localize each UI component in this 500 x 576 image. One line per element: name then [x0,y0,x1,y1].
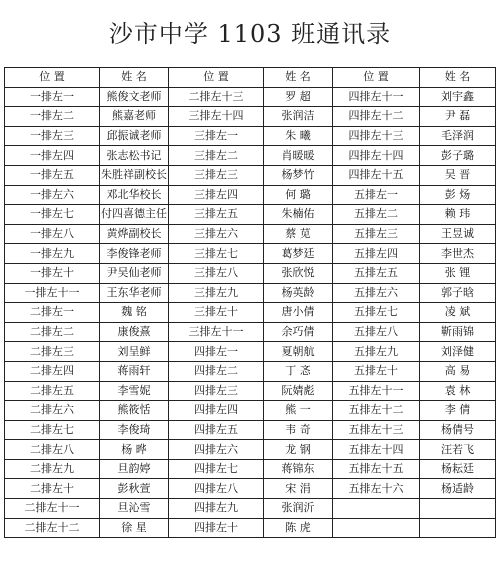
seat-position-cell: 四排左四 [169,401,264,421]
table-row [5,420,496,440]
student-name-cell: 蔡 苋 [264,224,333,244]
position-column-header: 位 置 [333,68,420,88]
position-column-header: 位 置 [5,68,100,88]
table-row [5,283,496,303]
student-name-cell: 陈 虎 [264,518,333,538]
student-name-cell: 汪若飞 [420,440,496,460]
student-name-cell: 李 倩 [420,401,496,421]
seat-position-cell: 一排左三 [5,126,100,146]
seat-position-cell: 四排左六 [169,440,264,460]
seat-position-cell: 三排左七 [169,244,264,264]
table-row [5,479,496,499]
seat-position-cell: 一排左六 [5,185,100,205]
table-row [5,322,496,342]
seat-position-cell: 五排左六 [333,283,420,303]
seat-position-cell: 四排左二 [169,361,264,381]
table-row [5,401,496,421]
student-name-cell: 李世杰 [420,244,496,264]
seat-position-cell: 四排左十 [169,518,264,538]
seat-position-cell: 四排左七 [169,459,264,479]
table-row [5,440,496,460]
table-row [5,165,496,185]
seat-position-cell: 四排左十二 [333,107,420,127]
seat-position-cell: 三排左十四 [169,107,264,127]
student-name-cell: 蒋锦东 [264,459,333,479]
table-row [5,205,496,225]
table-row [5,185,496,205]
student-name-cell: 刘泽健 [420,342,496,362]
student-name-cell: 熊 一 [264,401,333,421]
student-name-cell [420,499,496,519]
table-row [5,381,496,401]
seat-position-cell: 三排左十一 [169,322,264,342]
seat-position-cell: 四排左三 [169,381,264,401]
seat-position-cell: 一排左二 [5,107,100,127]
student-name-cell: 彭子璐 [420,146,496,166]
student-name-cell: 罗 超 [264,87,333,107]
student-name-cell: 靳雨锦 [420,322,496,342]
student-name-cell: 张志松书记 [100,146,169,166]
table-row [5,361,496,381]
table-row [5,263,496,283]
roster-table [4,67,496,538]
student-name-cell: 杨英龄 [264,283,333,303]
student-name-cell: 李雪妮 [100,381,169,401]
student-name-cell: 杨适龄 [420,479,496,499]
student-name-cell: 夏朝航 [264,342,333,362]
seat-position-cell: 二排左八 [5,440,100,460]
seat-position-cell: 五排左九 [333,342,420,362]
student-name-cell: 彭秋萱 [100,479,169,499]
seat-position-cell: 四排左一 [169,342,264,362]
student-name-cell: 付四喜德主任 [100,205,169,225]
seat-position-cell: 一排左九 [5,244,100,264]
seat-position-cell: 二排左九 [5,459,100,479]
name-column-header: 姓 名 [264,68,333,88]
seat-position-cell [333,518,420,538]
student-name-cell: 何 璐 [264,185,333,205]
seat-position-cell: 一排左十一 [5,283,100,303]
student-name-cell: 凌 斌 [420,303,496,323]
name-column-header: 姓 名 [420,68,496,88]
seat-position-cell: 二排左十二 [5,518,100,538]
seat-position-cell: 五排左八 [333,322,420,342]
seat-position-cell: 四排左九 [169,499,264,519]
student-name-cell: 张润洁 [264,107,333,127]
student-name-cell: 黄烨副校长 [100,224,169,244]
seat-position-cell: 三排左五 [169,205,264,225]
table-row [5,126,496,146]
position-column-header: 位 置 [169,68,264,88]
seat-position-cell: 五排左七 [333,303,420,323]
table-row [5,244,496,264]
seat-position-cell: 二排左四 [5,361,100,381]
student-name-cell: 刘宇鑫 [420,87,496,107]
seat-position-cell: 二排左十一 [5,499,100,519]
seat-position-cell: 五排左五 [333,263,420,283]
student-name-cell: 龙 钢 [264,440,333,460]
seat-position-cell: 四排左五 [169,420,264,440]
student-name-cell: 蒋雨轩 [100,361,169,381]
seat-position-cell: 一排左五 [5,165,100,185]
seat-position-cell: 一排左八 [5,224,100,244]
seat-position-cell: 四排左八 [169,479,264,499]
seat-position-cell: 二排左六 [5,401,100,421]
student-name-cell [420,518,496,538]
student-name-cell: 高 易 [420,361,496,381]
student-name-cell: 袁 林 [420,381,496,401]
seat-position-cell: 三排左二 [169,146,264,166]
header-row [5,68,496,88]
seat-position-cell: 三排左六 [169,224,264,244]
student-name-cell: 肖暖暖 [264,146,333,166]
student-name-cell: 杨 晔 [100,440,169,460]
table-row [5,459,496,479]
seat-position-cell: 四排左十三 [333,126,420,146]
student-name-cell: 魏 铭 [100,303,169,323]
seat-position-cell: 二排左二 [5,322,100,342]
seat-position-cell: 五排左一 [333,185,420,205]
student-name-cell: 尹吴仙老师 [100,263,169,283]
student-name-cell: 毛泽润 [420,126,496,146]
seat-position-cell: 二排左三 [5,342,100,362]
seat-position-cell: 三排左四 [169,185,264,205]
student-name-cell: 朱楠佑 [264,205,333,225]
student-name-cell: 张欣悦 [264,263,333,283]
student-name-cell: 康俊熹 [100,322,169,342]
seat-position-cell: 一排左一 [5,87,100,107]
student-name-cell: 余巧倩 [264,322,333,342]
table-row [5,342,496,362]
student-name-cell: 邓北华校长 [100,185,169,205]
seat-position-cell: 二排左十 [5,479,100,499]
table-row [5,87,496,107]
seat-position-cell: 二排左十三 [169,87,264,107]
student-name-cell: 李俊琦 [100,420,169,440]
student-name-cell: 徐 星 [100,518,169,538]
student-name-cell: 郭子晗 [420,283,496,303]
student-name-cell: 尹 磊 [420,107,496,127]
seat-position-cell: 三排左九 [169,283,264,303]
table-row [5,303,496,323]
student-name-cell: 刘呈鲜 [100,342,169,362]
student-name-cell: 丁 忞 [264,361,333,381]
seat-position-cell: 三排左三 [169,165,264,185]
table-row [5,499,496,519]
student-name-cell: 葛梦廷 [264,244,333,264]
student-name-cell: 阮婧彪 [264,381,333,401]
seat-position-cell: 五排左十 [333,361,420,381]
student-name-cell: 李俊锋老师 [100,244,169,264]
student-name-cell: 熊嘉老师 [100,107,169,127]
seat-position-cell: 二排左七 [5,420,100,440]
student-name-cell: 唐小倩 [264,303,333,323]
student-name-cell: 王东华老师 [100,283,169,303]
seat-position-cell: 五排左十三 [333,420,420,440]
seat-position-cell: 五排左十四 [333,440,420,460]
seat-position-cell: 四排左十一 [333,87,420,107]
student-name-cell: 旦沁雪 [100,499,169,519]
student-name-cell: 张润沂 [264,499,333,519]
student-name-cell: 熊俊文老师 [100,87,169,107]
student-name-cell: 朱 曦 [264,126,333,146]
seat-position-cell: 三排左十 [169,303,264,323]
student-name-cell: 张 锂 [420,263,496,283]
student-name-cell: 熊筱恬 [100,401,169,421]
student-name-cell: 宋 涓 [264,479,333,499]
seat-position-cell: 五排左十二 [333,401,420,421]
seat-position-cell: 一排左十 [5,263,100,283]
seat-position-cell: 一排左四 [5,146,100,166]
student-name-cell: 杨耘廷 [420,459,496,479]
seat-position-cell: 五排左十六 [333,479,420,499]
page-title: 沙市中学 1103 班通讯录 [108,20,392,48]
student-name-cell: 旦韵婷 [100,459,169,479]
table-row [5,224,496,244]
seat-position-cell: 五排左三 [333,224,420,244]
seat-position-cell: 二排左五 [5,381,100,401]
student-name-cell: 韦 奇 [264,420,333,440]
student-name-cell: 赖 玮 [420,205,496,225]
seat-position-cell: 一排左七 [5,205,100,225]
student-name-cell: 王昱诚 [420,224,496,244]
seat-position-cell [333,499,420,519]
name-column-header: 姓 名 [100,68,169,88]
table-row [5,146,496,166]
seat-position-cell: 三排左八 [169,263,264,283]
student-name-cell: 邱振诚老师 [100,126,169,146]
seat-position-cell: 三排左一 [169,126,264,146]
student-name-cell: 彭 炀 [420,185,496,205]
student-name-cell: 杨梦竹 [264,165,333,185]
seat-position-cell: 五排左二 [333,205,420,225]
student-name-cell: 吴 晋 [420,165,496,185]
student-name-cell: 朱胜祥副校长 [100,165,169,185]
seat-position-cell: 五排左十一 [333,381,420,401]
table-row [5,107,496,127]
seat-position-cell: 五排左四 [333,244,420,264]
table-row [5,518,496,538]
student-name-cell: 杨倩号 [420,420,496,440]
seat-position-cell: 四排左十五 [333,165,420,185]
seat-position-cell: 四排左十四 [333,146,420,166]
seat-position-cell: 二排左一 [5,303,100,323]
seat-position-cell: 五排左十五 [333,459,420,479]
